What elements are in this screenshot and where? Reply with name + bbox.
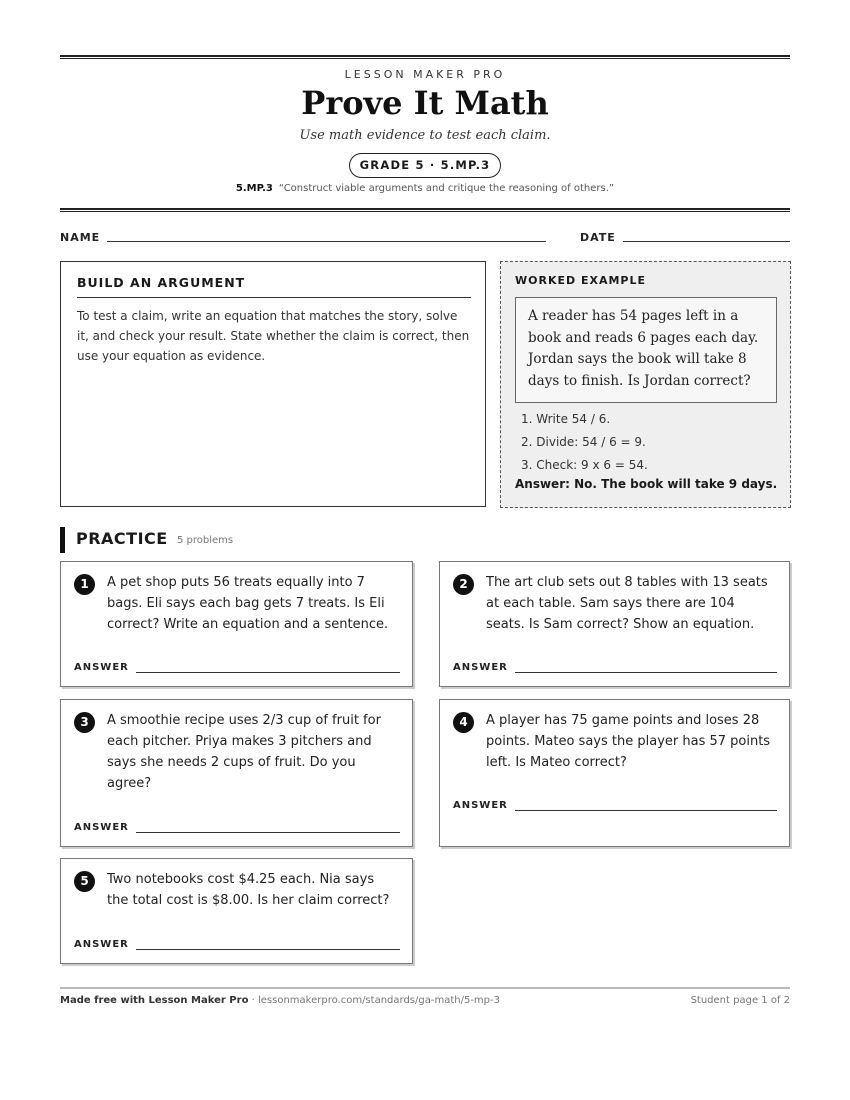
header-bottom-rule [60,208,790,212]
worked-example-steps [521,408,648,477]
footer-url[interactable]: · lessonmakerpro.com/standards/ga-math/5-mp-3 [248,995,500,1006]
answer-line[interactable] [515,810,777,811]
problem-text: A pet shop puts 56 treats equally into 7 bags. Eli says each bag gets 7 treats. Is Eli correct? Write an equation and a sentence. [107,575,389,632]
build-argument-box [60,261,486,507]
answer-line[interactable] [136,832,400,833]
page-title: Prove It Math [301,84,549,122]
answer-label: ANSWER [74,662,129,673]
problem-text: A smoothie recipe uses 2/3 cup of fruit for each pitcher. Priya makes 3 pitchers and says she needs 2 cups of fruit. Do you agree? [107,713,381,791]
problem-card-1 [60,561,413,687]
answer-label: ANSWER [74,939,129,950]
build-argument-title: BUILD AN ARGUMENT [77,275,246,290]
name-label: NAME [60,231,101,244]
problem-card-3 [60,699,413,847]
problem-card-5 [60,858,413,964]
worked-step: 2. Divide: 54 / 6 = 9. [521,435,646,449]
problem-text: A player has 75 game points and loses 28 points. Mateo says the player has 57 points left. Is Mateo correct? [486,713,771,770]
footer-rule [60,987,790,989]
grade-badge: GRADE 5 · 5.MP.3 [349,153,501,178]
worked-example-box [500,261,791,508]
problem-text: Two notebooks cost $4.25 each. Nia says the total cost is $8.00. Is her claim correct? [107,872,390,908]
problem-number: 1 [74,574,95,595]
standard-line [0,183,850,194]
problem-card-2 [439,561,790,687]
date-field[interactable] [623,241,790,242]
problem-number: 2 [453,574,474,595]
answer-line[interactable] [515,672,777,673]
build-argument-rule [77,297,471,298]
problem-number: 4 [453,712,474,733]
answer-label: ANSWER [453,662,508,673]
footer-made-with: Made free with Lesson Maker Pro [60,995,249,1006]
practice-title: PRACTICE [76,529,168,548]
practice-accent-bar [60,527,65,553]
page-subtitle: Use math evidence to test each claim. [299,128,551,143]
standard-text: “Construct viable arguments and critique the reasoning of others.” [278,183,615,194]
brand-name: LESSON MAKER PRO [344,68,506,81]
worked-example-answer: Answer: No. The book will take 9 days. [515,477,778,491]
standard-code: 5.MP.3 [235,183,273,194]
worked-example-title: WORKED EXAMPLE [515,274,646,287]
footer-credit [60,995,500,1006]
date-label: DATE [580,231,616,244]
answer-line[interactable] [136,949,400,950]
name-field[interactable] [107,241,546,242]
problem-card-4 [439,699,790,847]
answer-label: ANSWER [453,800,508,811]
worked-example-problem: A reader has 54 pages left in a book and reads 6 pages each day. Jordan says the book will take 8 days to finish. Is Jordan correct? [515,297,777,403]
footer-page-number: Student page 1 of 2 [690,995,790,1006]
worked-step: 3. Check: 9 x 6 = 54. [521,458,648,472]
practice-count: 5 problems [177,535,234,546]
problem-number: 3 [74,712,95,733]
answer-label: ANSWER [74,822,129,833]
worked-step: 1. Write 54 / 6. [521,412,611,426]
answer-line[interactable] [136,672,400,673]
header-top-rule [60,55,790,59]
problem-text: The art club sets out 8 tables with 13 seats at each table. Sam says there are 104 seats. Is Sam correct? Show an equation. [486,575,768,632]
build-argument-text: To test a claim, write an equation that matches the story, solve it, and check your result. State whether the claim is correct, then use your equation as evidence. [77,309,470,363]
problem-number: 5 [74,871,95,892]
